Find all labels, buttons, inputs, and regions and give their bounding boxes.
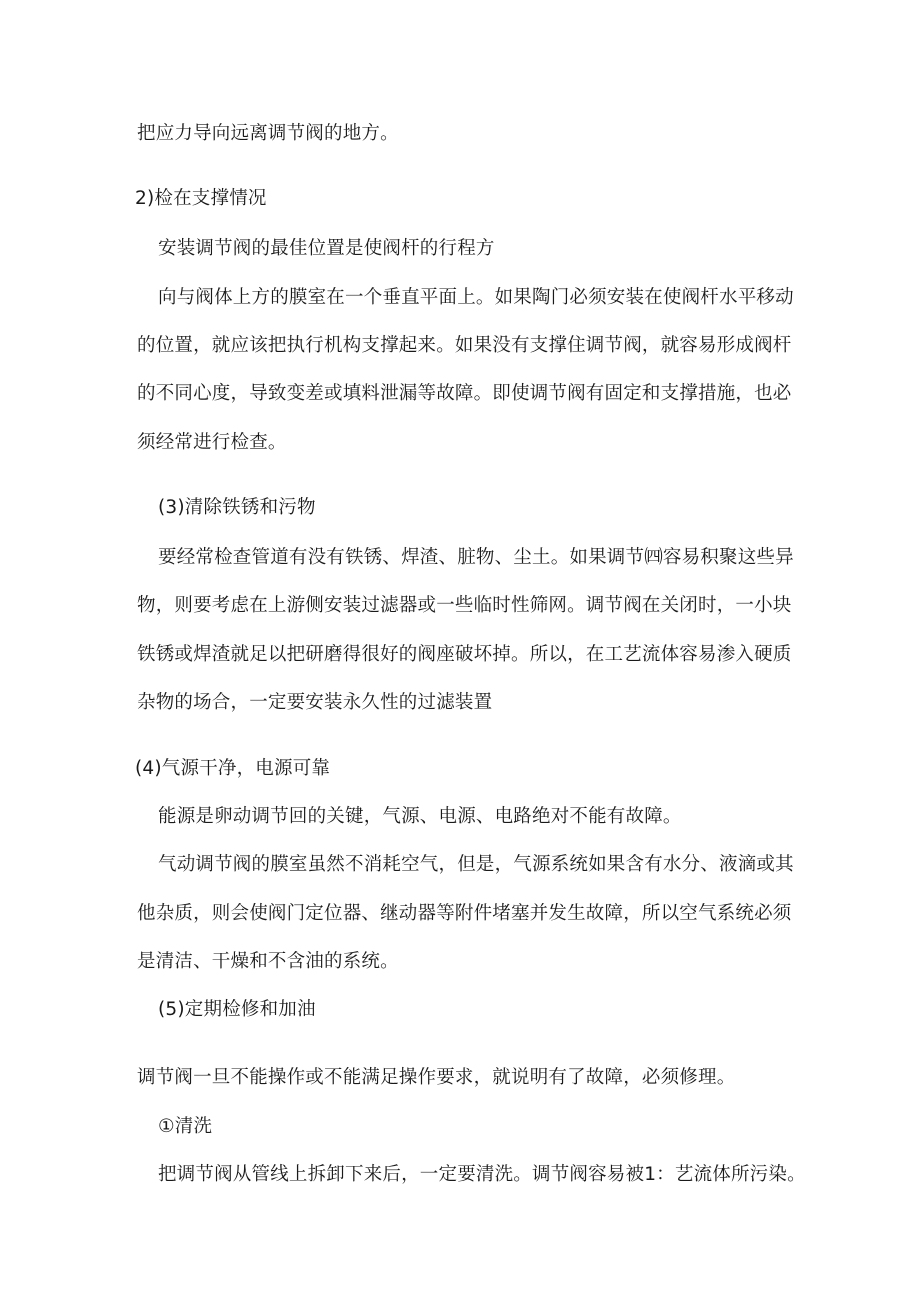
paragraph-line-15: 气动调节阀的膜室虽然不消耗空气，但是，气源系统如果含有水分、液滴或其 <box>158 854 794 875</box>
paragraph-line-19: 调节阀一旦不能操作或不能满足操作要求，就说明有了故障，必须修理。 <box>137 1067 736 1088</box>
paragraph-line-16: 他杂质，则会使阀门定位器、继动器等附件堵塞并发生故障，所以空气系统必须 <box>137 903 792 924</box>
paragraph-line-7: 须经常进行检查。 <box>137 432 287 453</box>
paragraph-line-3: 安装调节阀的最佳位置是使阀杆的行程方 <box>158 238 495 259</box>
section-heading-3: (3)清除铁锈和污物 <box>158 497 316 518</box>
paragraph-line-4: 向与阀体上方的膜室在一个垂直平面上。如果陶门必须安装在使阀杆水平移动 <box>158 287 794 308</box>
paragraph-line-10: 物，则要考虑在上游侧安装过滤器或一些临时性筛网。调节阀在关闭时，一小块 <box>137 595 792 616</box>
paragraph-line-17: 是清洁、干燥和不含油的系统。 <box>137 951 399 972</box>
paragraph-line-9: 要经常检查管道有没有铁锈、焊渣、脏物、尘土。如果调节㈣容易积聚这些异 <box>158 547 794 568</box>
paragraph-line-11: 铁锈或焊渣就足以把研磨得很好的阀座破坏掉。所以，在工艺流体容易渗入硬质 <box>137 644 792 665</box>
paragraph-line-6: 的不同心度，导致变差或填料泄漏等故障。即使调节阀有固定和支撑措施，也必 <box>137 383 792 404</box>
section-heading-4: (4)气源干净，电源可靠 <box>135 758 331 779</box>
section-heading-5: (5)定期检修和加油 <box>158 999 316 1020</box>
paragraph-line-5: 的位置，就应该把执行机构支撑起来。如果没有支撑住调节阀，就容易形成阀杆 <box>137 335 792 356</box>
paragraph-line-21: 把调节阀从管线上拆卸下来后，一定要清洗。调节阀容易被1：艺流体所污染。 <box>158 1164 806 1185</box>
paragraph-line-14: 能源是卵动调节回的关键，气源、电源、电路绝对不能有故障。 <box>158 806 682 827</box>
paragraph-line-12: 杂物的场合，一定要安装永久性的过滤装置 <box>137 692 493 713</box>
subsection-heading-clean: ①清洗 <box>158 1116 213 1137</box>
section-heading-2: 2)检在支撑情况 <box>135 188 267 209</box>
paragraph-line-1: 把应力导向远离调节阀的地方。 <box>137 123 399 144</box>
